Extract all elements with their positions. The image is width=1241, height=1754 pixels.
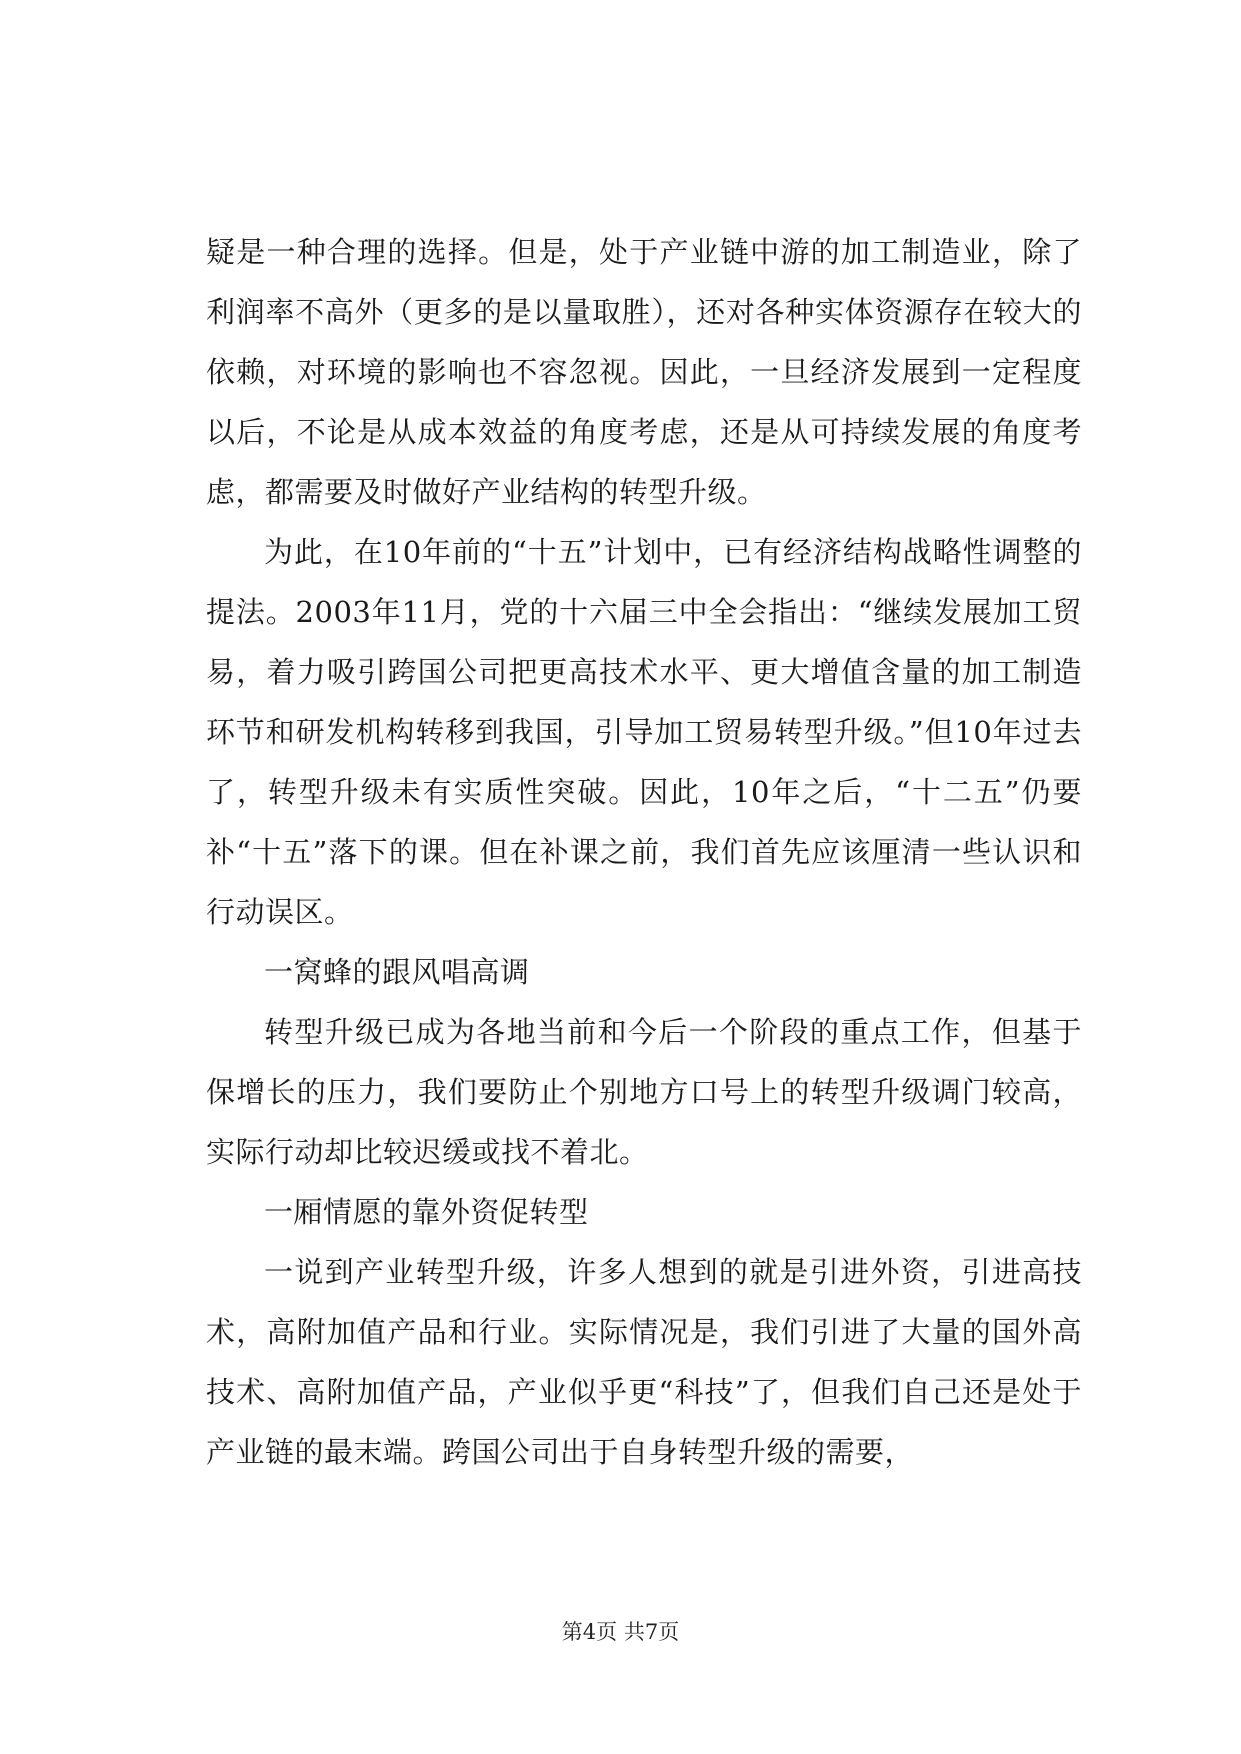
page-number-footer: 第4页 共7页 bbox=[561, 1620, 680, 1644]
section-heading-1: 一窝蜂的跟风唱高调 bbox=[264, 955, 530, 989]
document-body bbox=[206, 222, 1082, 1482]
paragraph-3: 转型升级已成为各地当前和今后一个阶段的重点工作，但基于保增长的压力，我们要防止个别地方口号上的转型升级调门较高，实际行动却比较迟缓或找不着北。 bbox=[206, 1015, 1082, 1169]
paragraph-4: 一说到产业转型升级，许多人想到的就是引进外资，引进高技术，高附加值产品和行业。实际情况是，我们引进了大量的国外高技术、高附加值产品，产业似乎更“科技”了，但我们自己还是处于产业链的最末端。跨国公司出于自身转型升级的需要， bbox=[206, 1255, 1082, 1469]
paragraph-1: 疑是一种合理的选择。但是，处于产业链中游的加工制造业，除了利润率不高外（更多的是以量取胜），还对各种实体资源存在较大的依赖，对环境的影响也不容忽视。因此，一旦经济发展到一定程度以后，不论是从成本效益的角度考虑，还是从可持续发展的角度考虑，都需要及时做好产业结构的转型升级。 bbox=[206, 235, 1082, 509]
paragraph-2: 为此，在10年前的“十五”计划中，已有经济结构战略性调整的提法。2003年11月，党的十六届三中全会指出：“继续发展加工贸易，着力吸引跨国公司把更高技术水平、更大增值含量的加工制造环节和研发机构转移到我国，引导加工贸易转型升级。”但10年过去了，转型升级未有实质性突破。因此，10年之后，“十二五”仍要补“十五”落下的课。但在补课之前，我们首先应该厘清一些认识和行动误区。 bbox=[206, 535, 1082, 929]
section-heading-2: 一厢情愿的靠外资促转型 bbox=[264, 1195, 589, 1229]
